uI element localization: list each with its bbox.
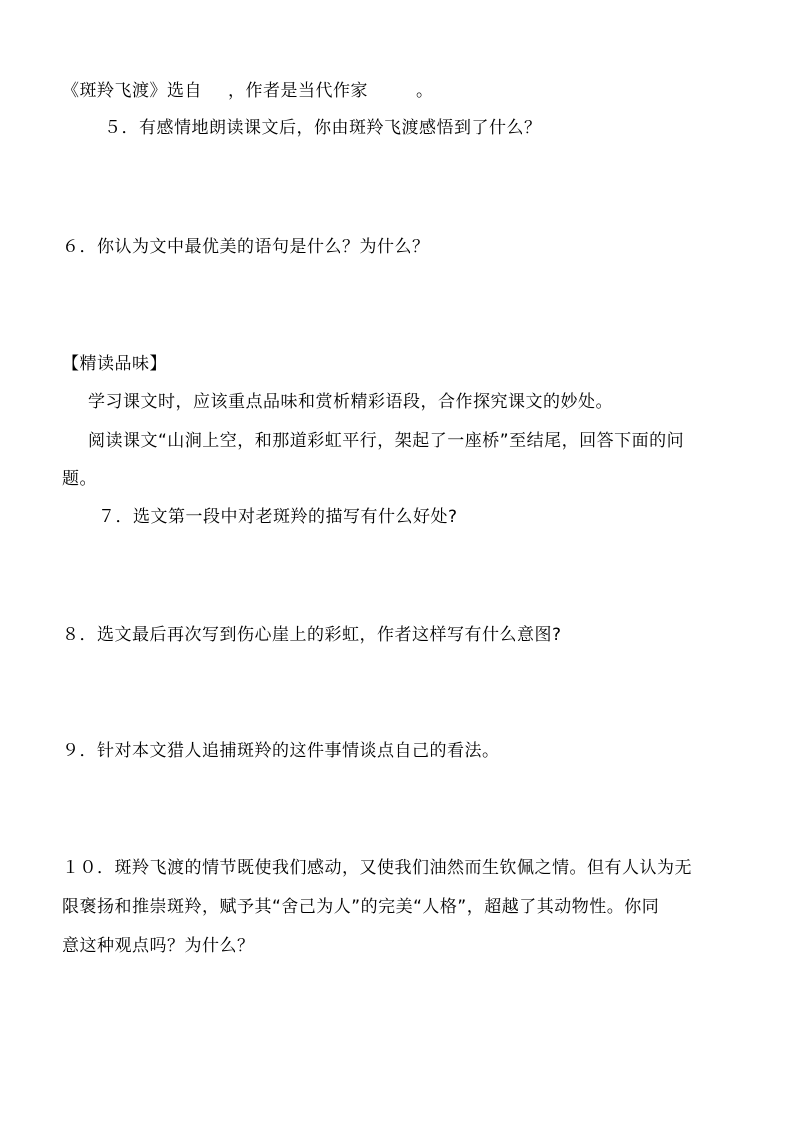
- question-10-line-2: 限褒扬和推崇斑羚，赋予其“舍己为人”的完美“人格”，超越了其动物性。你同: [62, 897, 660, 917]
- intro-text-author: ，作者是当代作家: [228, 81, 368, 101]
- intro-text-end: 。: [416, 81, 434, 101]
- section-heading: 【精读品味】: [62, 354, 167, 374]
- intro-text-source: 《斑羚飞渡》选自: [62, 81, 202, 101]
- question-8: ８．选文最后再次写到伤心崖上的彩虹，作者这样写有什么意图?: [62, 625, 562, 645]
- instruction-2-line-1: 阅读课文“山涧上空，和那道彩虹平行，架起了一座桥”至结尾，回答下面的问: [88, 431, 685, 451]
- question-10-line-3: 意这种观点吗？为什么？: [62, 936, 255, 956]
- question-9: ９．针对本文猎人追捕斑羚的这件事情谈点自己的看法。: [62, 741, 500, 761]
- question-10-line-1: １０．斑羚飞渡的情节既使我们感动，又使我们油然而生钦佩之情。但有人认为无: [62, 858, 692, 878]
- question-7: ７．选文第一段中对老斑羚的描写有什么好处?: [98, 507, 458, 527]
- question-5: ５．有感情地朗读课文后，你由斑羚飞渡感悟到了什么？: [104, 118, 542, 138]
- question-6: ６．你认为文中最优美的语句是什么？为什么？: [62, 237, 430, 257]
- instruction-2-line-2: 题。: [62, 469, 97, 489]
- instruction-1: 学习课文时，应该重点品味和赏析精彩语段，合作探究课文的妙处。: [88, 392, 613, 412]
- intro-line: [62, 80, 434, 102]
